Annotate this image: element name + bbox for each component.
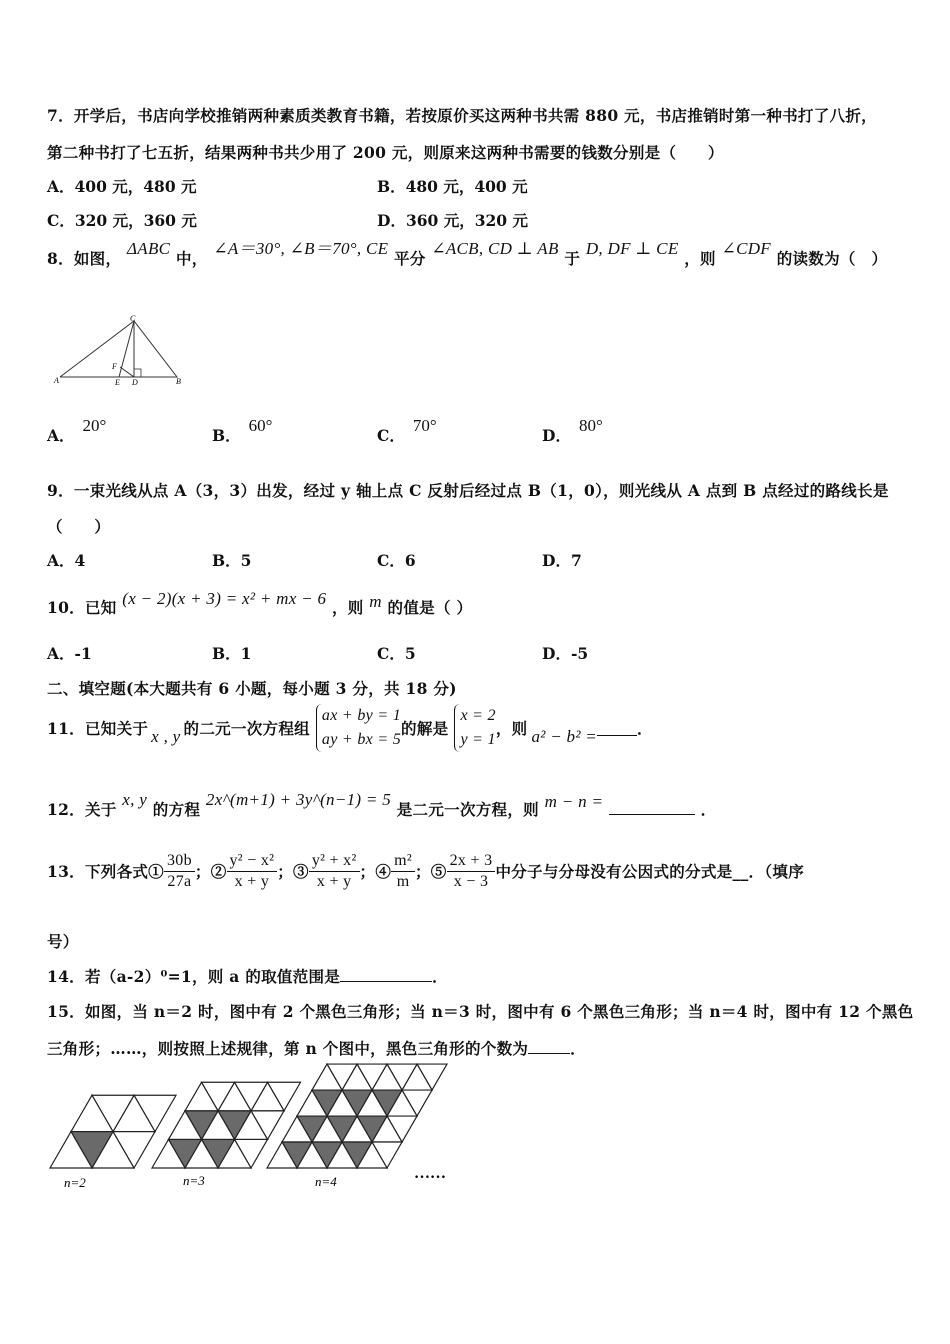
q14-end: ．: [432, 967, 448, 986]
q8-condition1: ∠A＝30°, ∠B＝70°, CE: [213, 239, 389, 258]
q15-ellipsis: ……: [414, 1165, 446, 1182]
q8-option-c-value: 70°: [412, 416, 437, 435]
q11-system-eq2: ay + bx = 5: [321, 731, 402, 748]
q13-suffix: 中分子与分母没有公因式的分式是__．（填序: [495, 862, 804, 881]
q11-solution-x: x = 2: [460, 707, 496, 724]
q7-line1: 7．开学后，书店向学校推销两种素质类教育书籍，若按原价买这两种书共需 880 元，书店推销时第一种书打了八折，: [47, 106, 877, 125]
q8-option-c[interactable]: [377, 416, 437, 446]
q10-suffix: 的值是（ ）: [387, 598, 473, 617]
q13-sep4: ；④: [359, 862, 392, 881]
q13-fraction-3: [309, 852, 360, 891]
q10-prefix: 10．已知: [47, 598, 117, 617]
fig-label-b: B: [176, 377, 181, 386]
bisector-ce: [119, 321, 134, 377]
q11-answer-blank[interactable]: [597, 720, 637, 737]
q15-answer-blank[interactable]: [528, 1038, 570, 1055]
q10-mid: ，则: [331, 598, 364, 617]
q11-prefix: 11．已知关于: [47, 719, 149, 738]
q8-option-a-value: 20°: [82, 416, 107, 435]
q9-line2: （ ）: [47, 517, 111, 536]
q13-fraction-1-num: 30b: [164, 852, 195, 872]
q11-system: [316, 704, 401, 752]
fig-label-d: D: [132, 378, 138, 387]
q9-line1: 9．一束光线从点 A（3，3）出发，经过 y 轴上点 C 反射后经过点 B（1，0），则光线从 A 点到 B 点经过的路线长是: [47, 481, 889, 500]
q10-equation: (x − 2)(x + 3) = x² + mx − 6: [122, 589, 327, 608]
q8-mid3: 于: [564, 249, 581, 268]
q13-fraction-5-num: 2x + 3: [447, 852, 496, 872]
q8-condition2: ∠ACB, CD ⊥ AB: [431, 239, 559, 258]
q10-variable: m: [369, 592, 382, 611]
fig-label-c: C: [130, 315, 136, 323]
q8-triangle: ΔABC: [127, 239, 171, 258]
q12-stem: [47, 790, 717, 820]
q13-sep2: ；②: [194, 862, 227, 881]
q11-end: ．: [637, 719, 653, 738]
q11-mid: 的二元一次方程组: [183, 719, 310, 738]
q14-text: 14．若（a-2）⁰=1，则 a 的取值范围是: [47, 967, 341, 986]
q9-option-d[interactable]: D．7: [542, 551, 582, 570]
q8-option-d-letter: D．: [542, 426, 571, 445]
q13-fraction-4-num: m²: [391, 852, 415, 872]
q8-stem: [47, 239, 888, 269]
section2-title: 二、填空题(本大题共有 6 小题，每小题 3 分，共 18 分): [47, 679, 457, 698]
q12-mid: 的方程: [152, 800, 201, 819]
q13-fraction-2-num: y² − x²: [227, 852, 278, 872]
q15-label-n4: n=4: [315, 1174, 337, 1189]
q8-suffix: 的读数为（ ）: [776, 249, 888, 268]
q14-answer-blank[interactable]: [340, 966, 432, 983]
q9-option-a[interactable]: A．4: [47, 551, 86, 570]
q8-option-b[interactable]: [212, 416, 273, 446]
q13-fraction-4: [391, 852, 415, 891]
q12-vars: x, y: [122, 790, 148, 809]
q7-option-d[interactable]: D．360 元，320 元: [377, 211, 528, 230]
q12-answer-blank[interactable]: [609, 799, 695, 816]
q11-expression: a² − b² =: [531, 727, 598, 746]
q7-option-c[interactable]: C．320 元，360 元: [47, 211, 197, 230]
q11-mid2: 的解是: [401, 719, 449, 738]
q13-fraction-3-num: y² + x²: [309, 852, 360, 872]
q13-fraction-2-den: x + y: [234, 872, 270, 890]
q15-end: ．: [570, 1039, 586, 1058]
q11-stem: [47, 700, 653, 756]
q12-end: ．: [700, 800, 717, 819]
q13-fraction-2: [227, 852, 278, 891]
q15-line2: 三角形；……，则按照上述规律，第 n 个图中，黑色三角形的个数为: [47, 1039, 529, 1058]
q8-triangle-figure: [52, 315, 192, 387]
q13-fraction-4-den: m: [396, 872, 410, 890]
q11-system-eq1: ax + by = 1: [321, 707, 402, 724]
q10-option-a[interactable]: A．-1: [47, 644, 92, 663]
q13-prefix: 13．下列各式①: [47, 862, 164, 881]
q12-prefix: 12．关于: [47, 800, 117, 819]
q8-mid4: ，则: [684, 249, 716, 268]
q10-stem: [47, 589, 473, 618]
q13-fraction-1: [164, 852, 195, 891]
q13-line2: 号）: [47, 932, 79, 951]
q13-fraction-3-den: x + y: [316, 872, 352, 890]
q13-fraction-1-den: 27a: [167, 872, 192, 890]
q12-expression: m − n =: [544, 792, 604, 811]
q11-solution-y: y = 1: [460, 731, 496, 748]
q13-stem: [47, 846, 804, 896]
q11-solution: [454, 704, 495, 752]
q7-option-a[interactable]: A．400 元，480 元: [47, 177, 197, 196]
q10-option-d[interactable]: D．-5: [542, 644, 589, 663]
q8-mid2: 平分: [394, 249, 426, 268]
q15-label-n3: n=3: [183, 1173, 205, 1188]
q13-fraction-5: [447, 852, 496, 891]
segment-df: [120, 367, 134, 377]
fig-label-e: E: [115, 378, 120, 387]
q15-line1: 15．如图，当 n＝2 时，图中有 2 个黑色三角形；当 n＝3 时，图中有 6 个黑色三角形；当 n＝4 时，图中有 12 个黑色: [47, 1002, 914, 1021]
q8-prefix: 8．如图，: [47, 249, 122, 268]
q10-option-c[interactable]: C．5: [377, 644, 416, 663]
q12-mid2: 是二元一次方程，则: [396, 800, 539, 819]
q7-line2: 第二种书打了七五折，结果两种书共少用了 200 元，则原来这两种书需要的钱数分别是（ ）: [47, 143, 724, 162]
q13-sep5: ；⑤: [415, 862, 447, 881]
q8-target-angle: ∠CDF: [721, 239, 771, 258]
q11-mid3: ，则: [495, 719, 528, 738]
q15-rhombus-figure: [0, 1060, 520, 1200]
q8-option-b-letter: B．: [212, 426, 241, 445]
q15-line2-wrap: [47, 1037, 586, 1059]
fig-label-a: A: [54, 376, 59, 385]
q8-option-d-value: 80°: [578, 416, 603, 435]
q8-option-a[interactable]: [47, 416, 107, 446]
q10-option-b[interactable]: B．1: [212, 644, 252, 663]
q13-sep3: ；③: [277, 862, 309, 881]
q9-option-b[interactable]: B．5: [212, 551, 252, 570]
q8-option-a-letter: A．: [47, 426, 75, 445]
q15-label-n2: n=2: [64, 1175, 86, 1190]
q13-fraction-5-den: x − 3: [453, 872, 489, 890]
q9-option-c[interactable]: C．6: [377, 551, 416, 570]
q8-mid1: 中，: [176, 249, 208, 268]
q12-equation: 2x^(m+1) + 3y^(n−1) = 5: [205, 790, 392, 809]
q11-vars: x , y: [151, 727, 181, 746]
fig-label-f: F: [112, 362, 117, 371]
q8-condition3: D, DF ⊥ CE: [585, 239, 679, 258]
q14-stem: [47, 965, 448, 987]
q7-option-b[interactable]: B．480 元，400 元: [377, 177, 528, 196]
q8-option-c-letter: C．: [377, 426, 405, 445]
q8-option-d[interactable]: [542, 416, 603, 446]
q8-option-b-value: 60°: [248, 416, 273, 435]
